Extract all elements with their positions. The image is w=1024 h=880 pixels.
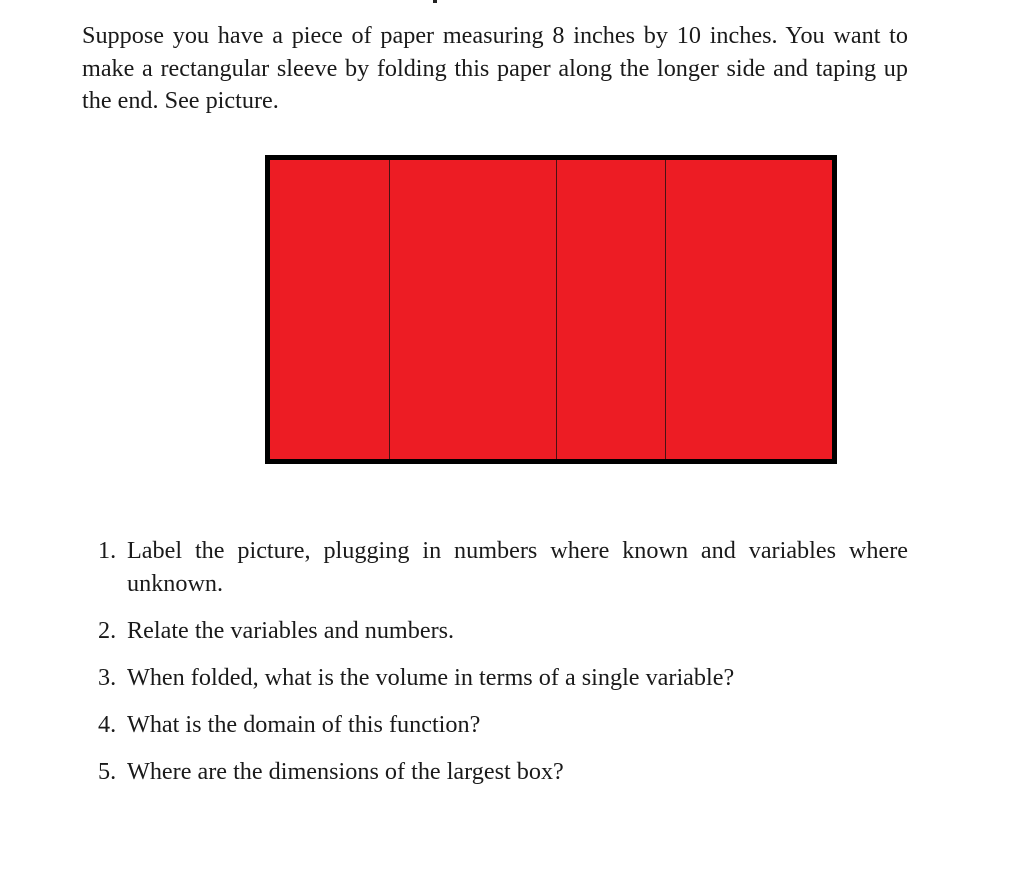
question-number: 2. [98,616,117,644]
question-text: Where are the dimensions of the largest box? [127,757,564,785]
question-text: Relate the variables and numbers. [127,616,455,644]
question-text: Label the picture, plugging in numbers where known and variables where unknown. [127,537,908,597]
question-number: 1. [98,537,117,564]
question-list [98,535,908,803]
question-item [98,662,908,695]
question-number: 3. [98,663,117,691]
fold-line-1 [389,160,390,459]
question-item [98,535,908,600]
question-number: 5. [98,757,117,785]
question-item [98,615,908,648]
question-text: What is the domain of this function? [127,710,481,738]
problem-statement: Suppose you have a piece of paper measuring 8 inches by 10 inches. You want to make a rectangular sleeve by folding this paper along the longer side and taping up the end. See picture. [82,22,908,114]
page-top-mark [433,0,437,3]
question-item [98,709,908,742]
question-text: When folded, what is the volume in terms of a single variable? [127,663,735,691]
question-item [98,756,908,789]
fold-line-3 [665,160,666,459]
fold-line-2 [556,160,557,459]
question-number: 4. [98,710,117,738]
paper-fold-diagram [265,155,837,464]
